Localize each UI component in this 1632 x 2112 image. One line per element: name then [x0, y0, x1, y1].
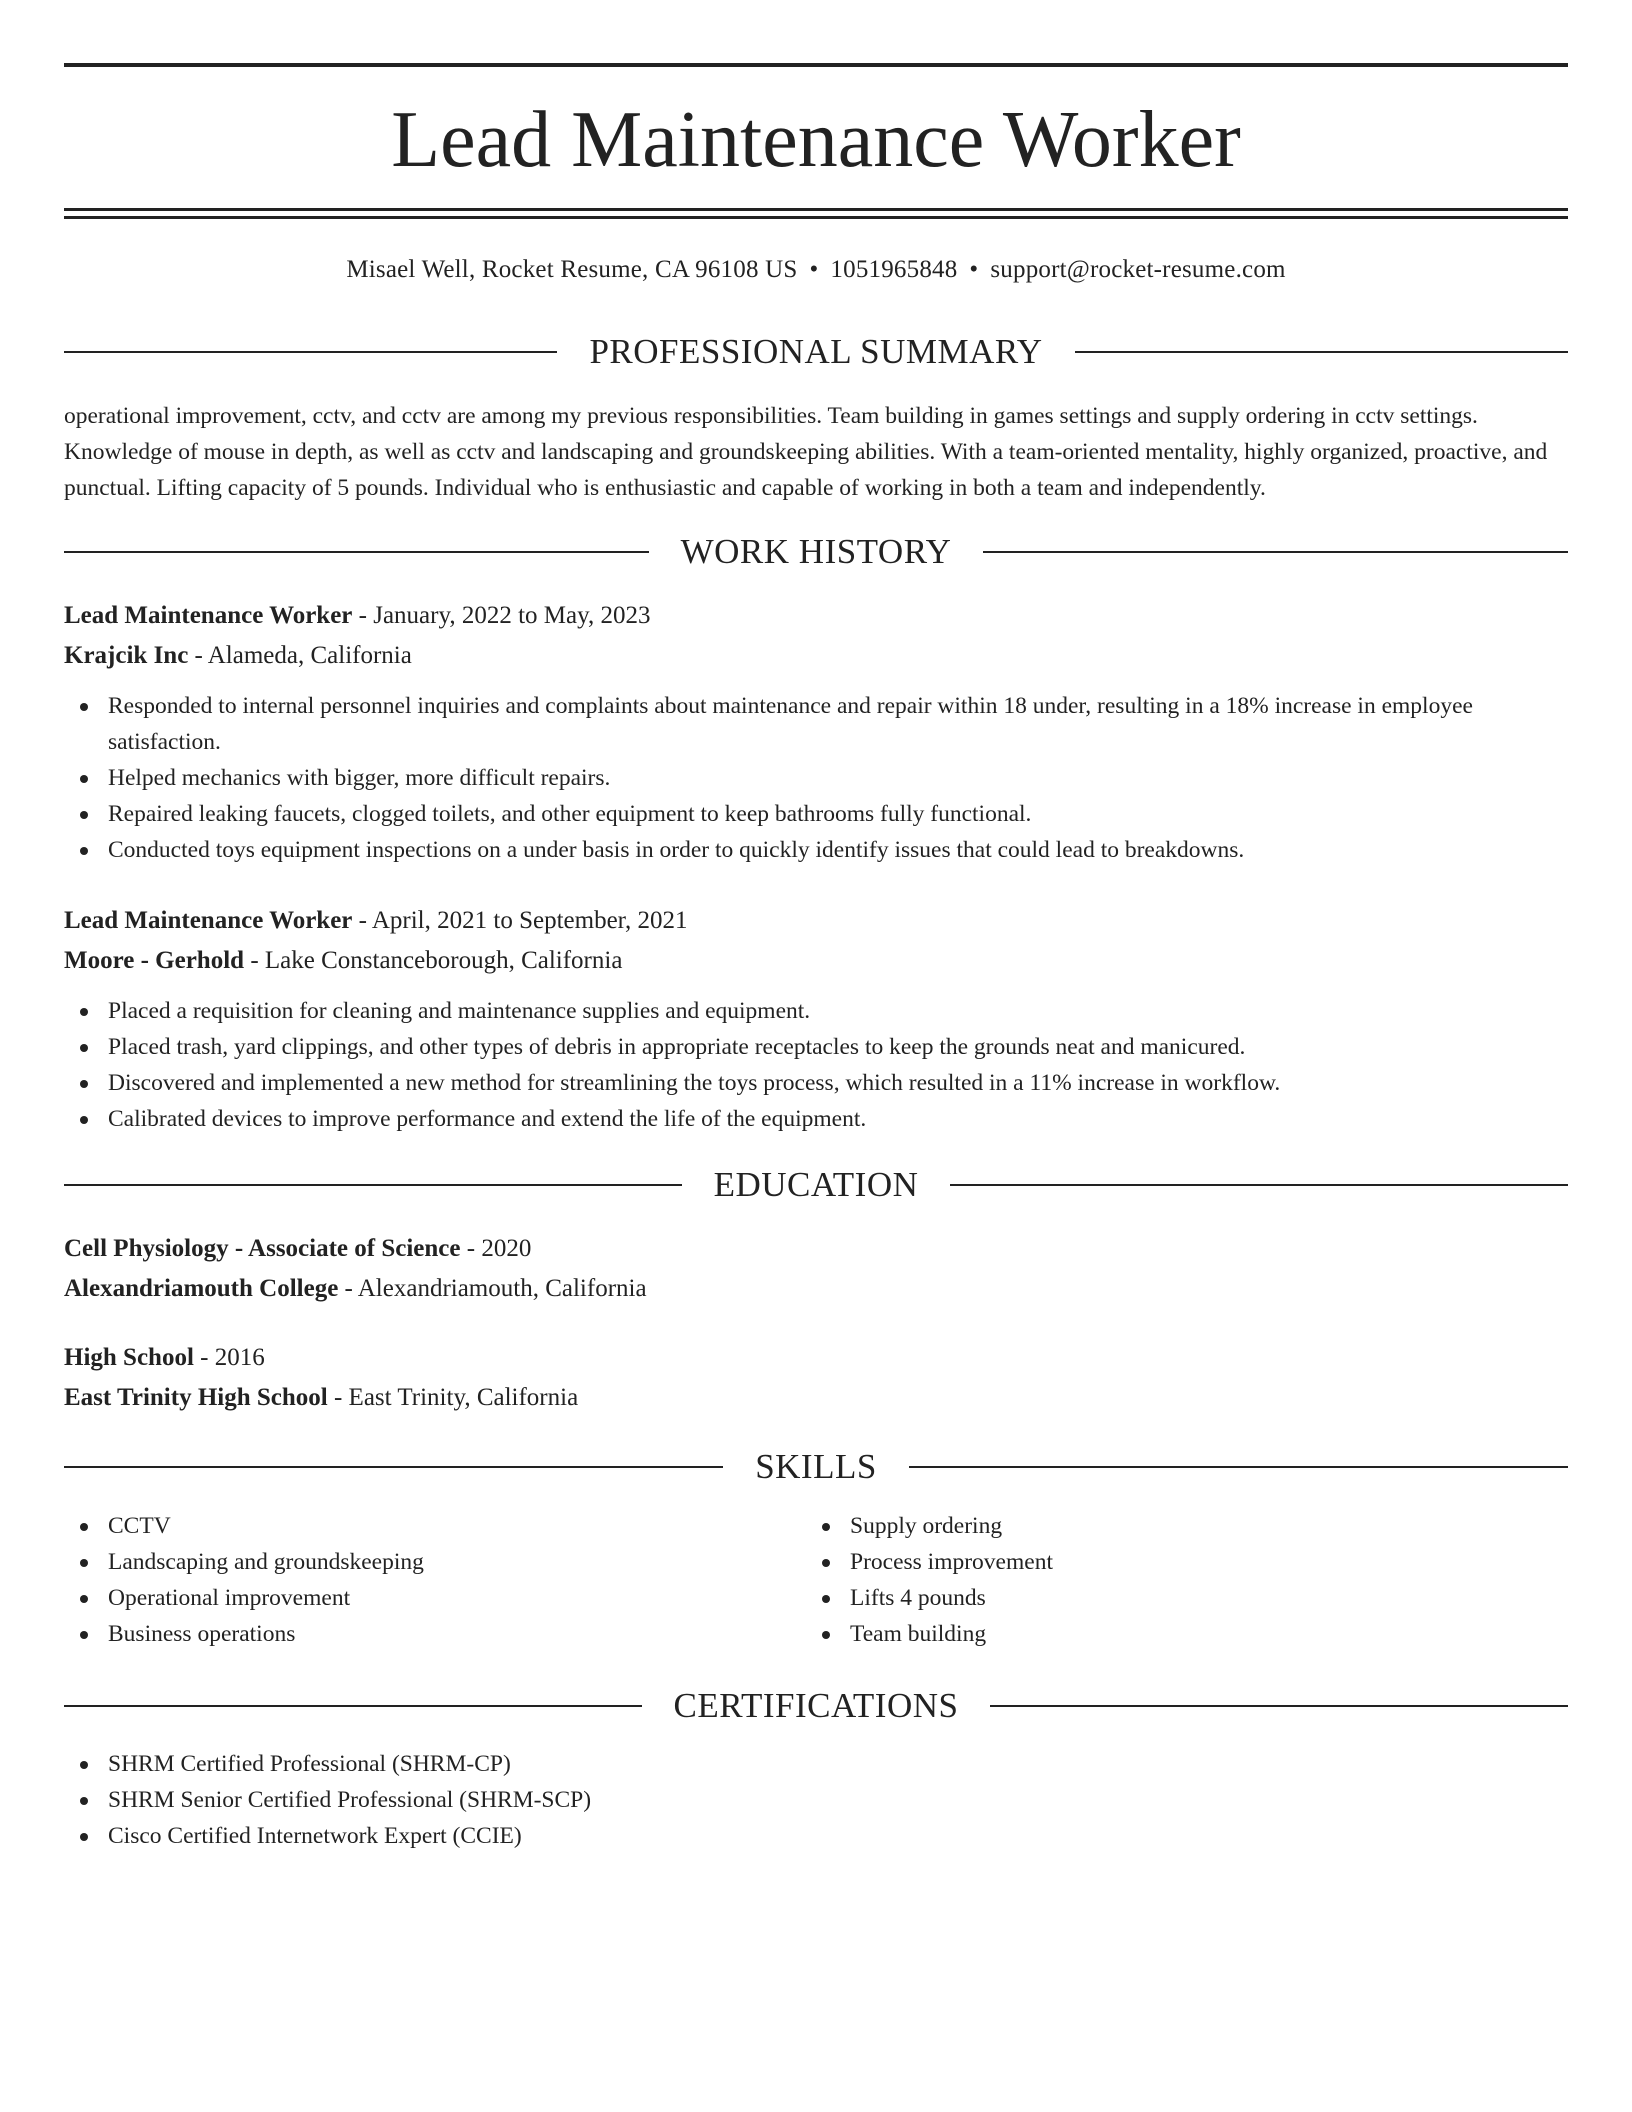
- list-item: Placed trash, yard clippings, and other types of debris in appropriate receptacles to keep the grounds neat and manicured.: [64, 1029, 1568, 1065]
- contact-address: Misael Well, Rocket Resume, CA 96108 US: [346, 256, 798, 283]
- list-item: Repaired leaking faucets, clogged toilets, and other equipment to keep bathrooms fully functional.: [64, 796, 1568, 832]
- job-location: Alameda, California: [207, 642, 412, 669]
- dash: -: [338, 1275, 358, 1302]
- education-degree: Cell Physiology - Associate of Science: [64, 1235, 461, 1262]
- heading-rule-left: [64, 1184, 682, 1186]
- list-item: Discovered and implemented a new method for streamlining the toys process, which resulted in a 11% increase in workflow.: [64, 1065, 1568, 1101]
- summary-text: operational improvement, cctv, and cctv are among my previous responsibilities. Team building in games settings and supply ordering in cctv settings. Knowledge of mouse in depth, as well as cctv and landscaping and groundskeeping abilities. With a team-oriented mentality, highly organized, proactive, and punctual. Lifting capacity of 5 pounds. Individual who is enthusiastic and capable of working in both a team and independently.: [64, 403, 1548, 501]
- job-title-line: [64, 901, 1568, 941]
- certifications-block: [64, 1746, 1568, 1854]
- job-title-line: [64, 596, 1568, 636]
- contact-separator: •: [809, 256, 819, 283]
- certifications-section-heading: [64, 1686, 1568, 1726]
- education-degree-line: [64, 1229, 1568, 1269]
- dash: -: [244, 947, 265, 974]
- list-item: Helped mechanics with bigger, more difficult repairs.: [64, 760, 1568, 796]
- list-item: Responded to internal personnel inquiries and complaints about maintenance and repair within 18 under, resulting in a 18% increase in employee satisfaction.: [64, 688, 1568, 760]
- contact-phone: 1051965848: [830, 256, 958, 283]
- skill-item: Business operations: [64, 1616, 804, 1652]
- job-duties-list: [64, 993, 1568, 1137]
- job-entry: [64, 901, 1568, 1137]
- job-dates: April, 2021 to September, 2021: [371, 907, 688, 934]
- job-company: Krajcik Inc: [64, 642, 189, 669]
- skill-item: CCTV: [64, 1508, 804, 1544]
- education-heading-label: EDUCATION: [713, 1165, 919, 1204]
- skills-column-right: [806, 1508, 1546, 1652]
- heading-rule-left: [64, 1705, 642, 1707]
- heading-rule-left: [64, 1466, 723, 1468]
- work-section-heading: [64, 532, 1568, 572]
- skill-item: Operational improvement: [64, 1580, 804, 1616]
- education-entry: [64, 1229, 1568, 1309]
- education-entry: [64, 1338, 1568, 1418]
- skills-column-left: [64, 1508, 804, 1652]
- skill-item: Process improvement: [806, 1544, 1546, 1580]
- list-item: Conducted toys equipment inspections on a under basis in order to quickly identify issues that could lead to breakdowns.: [64, 832, 1568, 868]
- education-location: Alexandriamouth, California: [357, 1275, 647, 1302]
- job-duties-list: [64, 688, 1568, 868]
- skills-list: [64, 1508, 804, 1652]
- summary-heading-label: PROFESSIONAL SUMMARY: [589, 332, 1043, 371]
- skill-item: Team building: [806, 1616, 1546, 1652]
- top-rule: [64, 63, 1568, 67]
- contact-separator: •: [969, 256, 979, 283]
- education-location: East Trinity, California: [348, 1384, 579, 1411]
- job-location: Lake Constanceborough, California: [264, 947, 623, 974]
- summary-section-heading: [64, 332, 1568, 372]
- job-title: Lead Maintenance Worker: [64, 602, 353, 629]
- certifications-list: [64, 1746, 1568, 1854]
- job-company-line: [64, 636, 1568, 676]
- skill-item: Lifts 4 pounds: [806, 1580, 1546, 1616]
- job-dates: January, 2022 to May, 2023: [373, 602, 651, 629]
- education-section-heading: [64, 1165, 1568, 1205]
- skill-item: Landscaping and groundskeeping: [64, 1544, 804, 1580]
- dash: -: [327, 1384, 349, 1411]
- list-item: Placed a requisition for cleaning and maintenance supplies and equipment.: [64, 993, 1568, 1029]
- dash: -: [460, 1235, 482, 1262]
- dash: -: [352, 907, 372, 934]
- education-year: 2016: [214, 1344, 265, 1371]
- education-school: Alexandriamouth College: [64, 1275, 339, 1302]
- heading-rule-right: [1075, 351, 1568, 353]
- skills-heading-label: SKILLS: [755, 1447, 877, 1486]
- education-school: East Trinity High School: [64, 1384, 328, 1411]
- job-company-line: [64, 941, 1568, 981]
- certification-item: Cisco Certified Internetwork Expert (CCIE): [64, 1818, 1568, 1854]
- skill-item: Supply ordering: [806, 1508, 1546, 1544]
- job-company: Moore - Gerhold: [64, 947, 245, 974]
- education-degree: High School: [64, 1344, 194, 1371]
- title-rule-lower: [64, 216, 1568, 219]
- education-year: 2020: [481, 1235, 532, 1262]
- certification-item: SHRM Certified Professional (SHRM-CP): [64, 1746, 1568, 1782]
- education-degree-line: [64, 1338, 1568, 1378]
- dash: -: [193, 1344, 215, 1371]
- job-title: Lead Maintenance Worker: [64, 907, 353, 934]
- title-rule-upper: [64, 208, 1568, 211]
- certification-item: SHRM Senior Certified Professional (SHRM-SCP): [64, 1782, 1568, 1818]
- heading-rule-left: [64, 351, 557, 353]
- work-heading-label: WORK HISTORY: [680, 532, 952, 571]
- skills-section-heading: [64, 1447, 1568, 1487]
- heading-rule-right: [983, 551, 1568, 553]
- education-school-line: [64, 1378, 1568, 1418]
- dash: -: [352, 602, 374, 629]
- dash: -: [188, 642, 208, 669]
- certifications-heading-label: CERTIFICATIONS: [673, 1686, 959, 1725]
- heading-rule-right: [990, 1705, 1568, 1707]
- heading-rule-left: [64, 551, 649, 553]
- contact-email: support@rocket-resume.com: [990, 256, 1286, 283]
- job-entry: [64, 596, 1568, 868]
- page-title: Lead Maintenance Worker: [391, 96, 1241, 184]
- list-item: Calibrated devices to improve performance and extend the life of the equipment.: [64, 1101, 1568, 1137]
- heading-rule-right: [950, 1184, 1568, 1186]
- education-school-line: [64, 1269, 1568, 1309]
- heading-rule-right: [909, 1466, 1568, 1468]
- contact-line: [64, 254, 1568, 286]
- skills-list: [806, 1508, 1546, 1652]
